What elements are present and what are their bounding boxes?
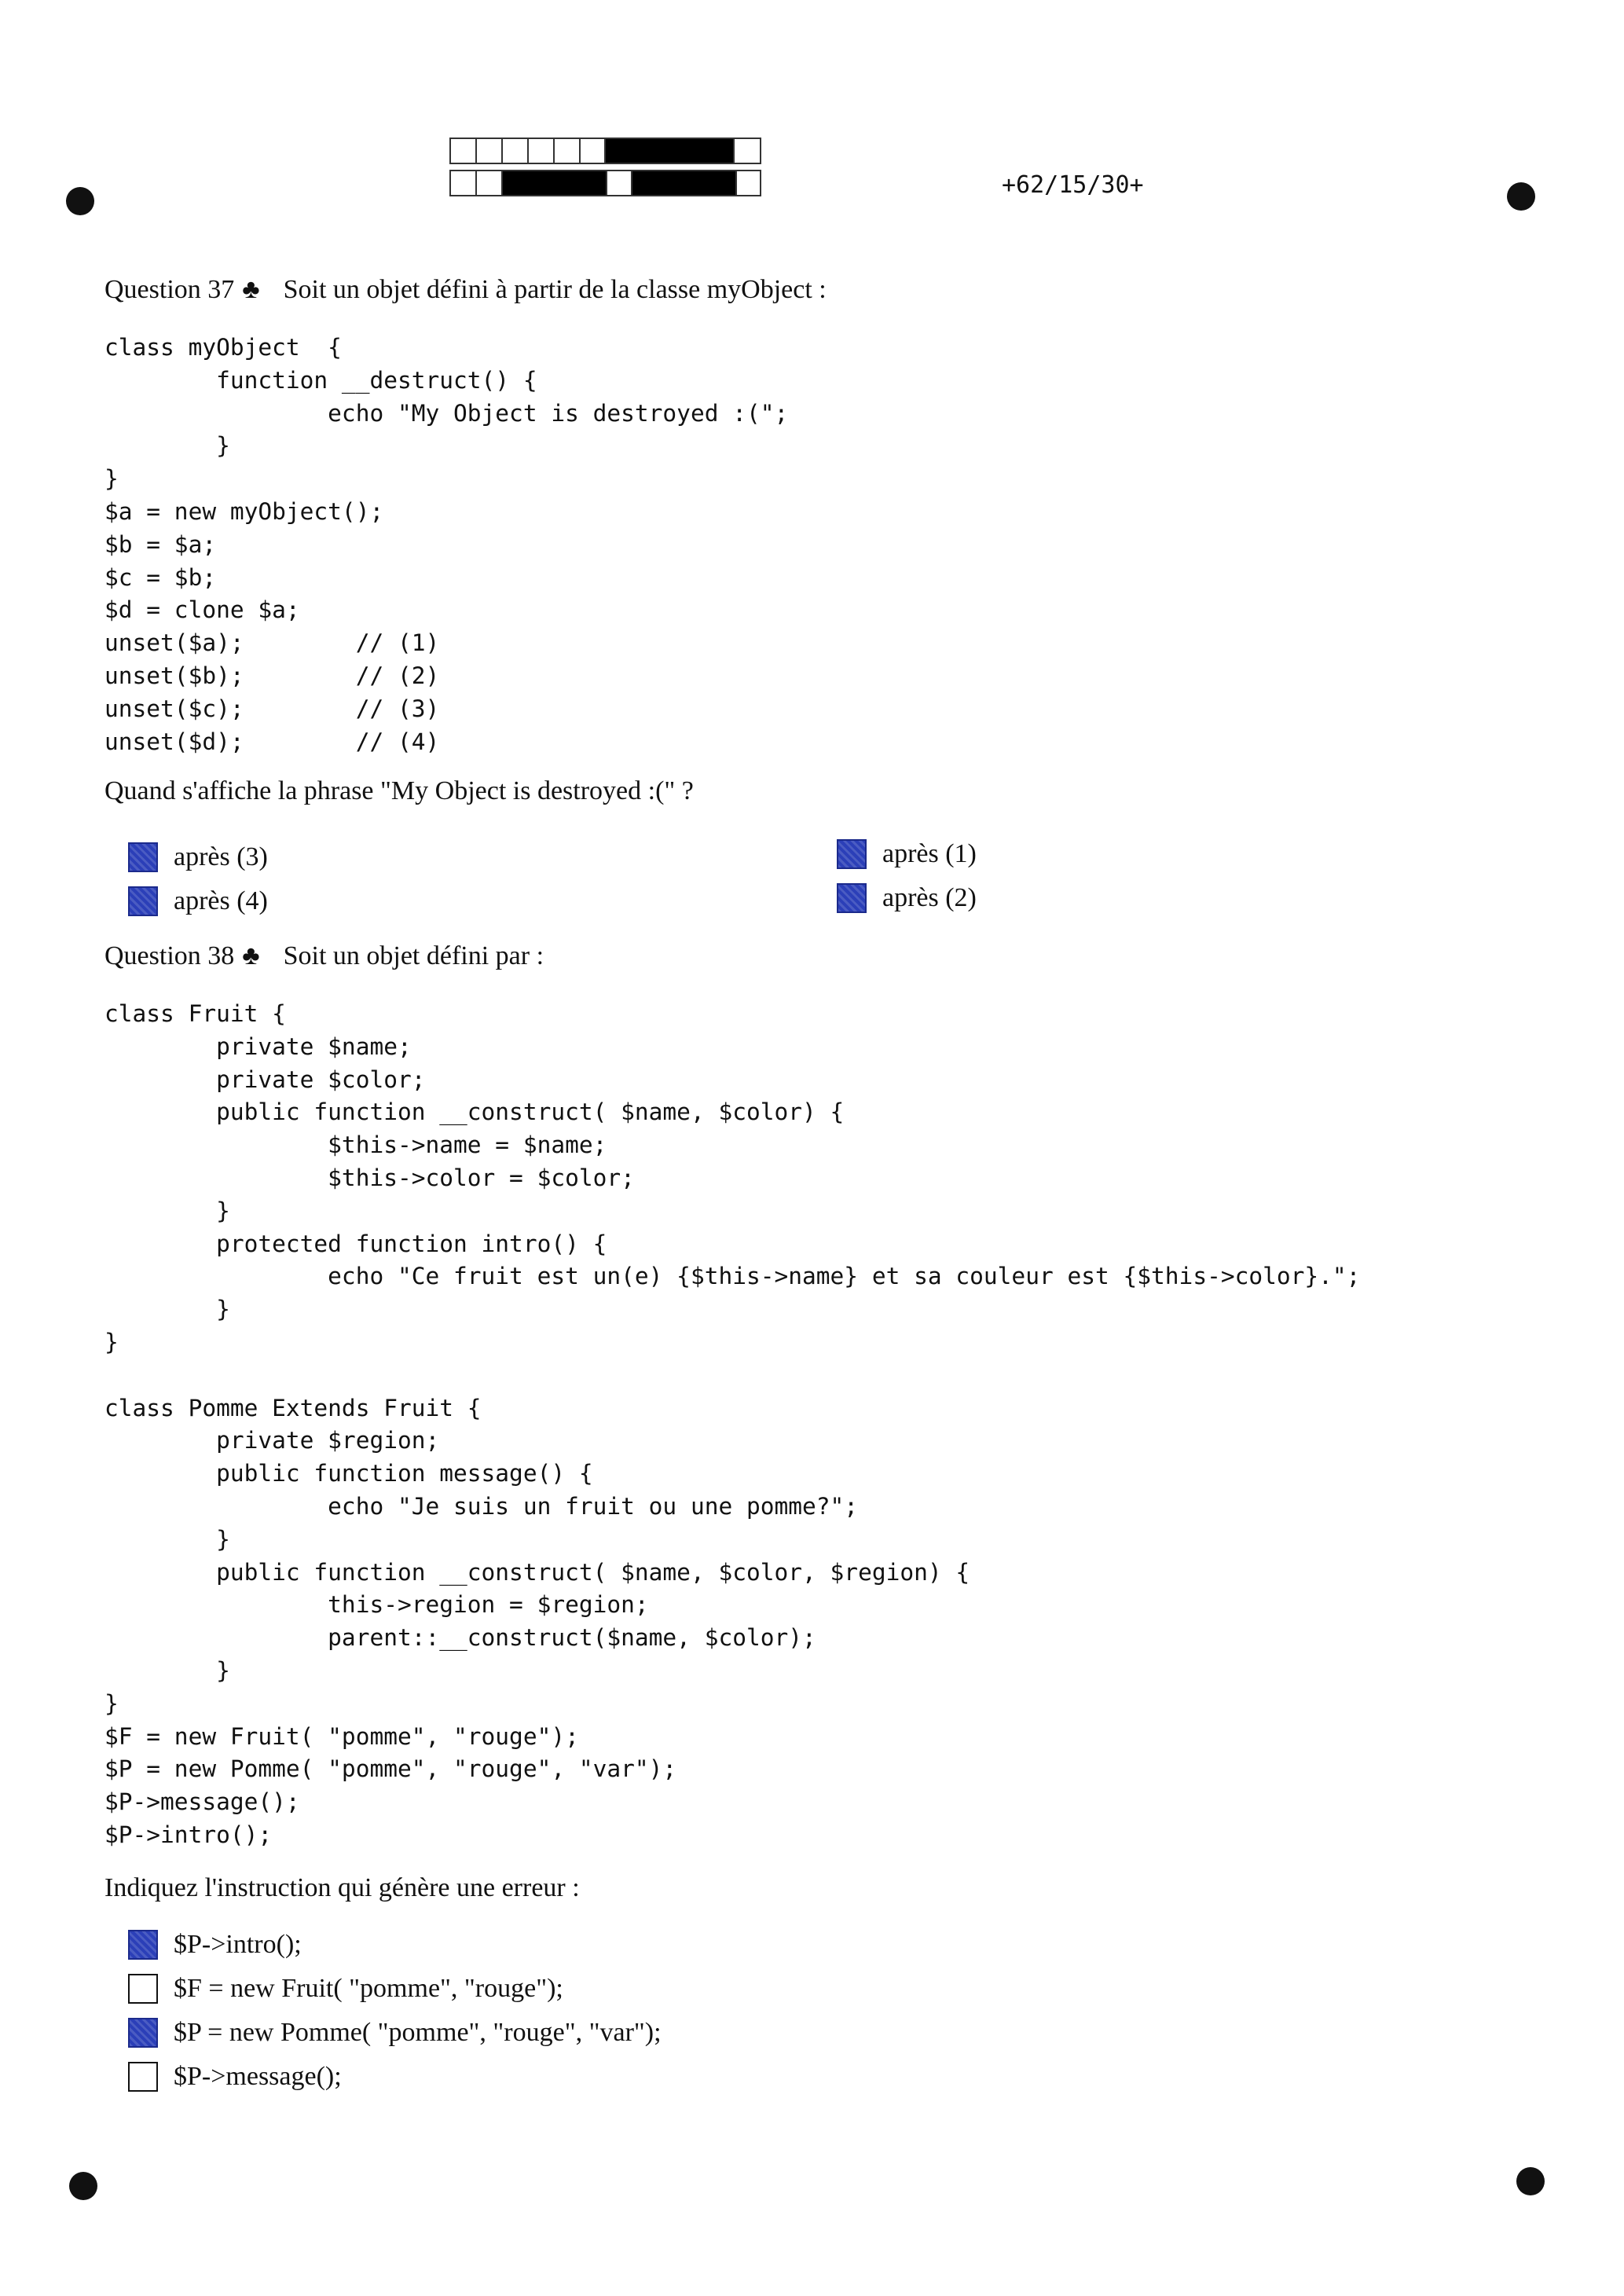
checkbox-checked[interactable]: [128, 1930, 158, 1960]
q37-option-4[interactable]: [837, 883, 977, 913]
question-37-heading: [104, 275, 827, 305]
question-38-heading: [104, 941, 544, 971]
question-37-prompt: Quand s'affiche la phrase "My Object is destroyed :(" ?: [104, 776, 694, 805]
corner-mark-top-right: [1507, 182, 1535, 211]
option-label: $P->message();: [174, 2062, 342, 2091]
option-label: $P = new Pomme( "pomme", "rouge", "var");: [174, 2018, 662, 2047]
option-label: après (1): [882, 839, 977, 868]
question-37-intro: Soit un objet défini à partir de la classe myObject :: [283, 275, 827, 304]
checkbox-checked[interactable]: [837, 839, 867, 869]
club-icon: ♣: [242, 941, 260, 970]
q37-option-1[interactable]: [128, 842, 268, 872]
checkbox-checked[interactable]: [128, 842, 158, 872]
id-barcode-row-1: [449, 138, 761, 164]
checkbox-checked[interactable]: [128, 2018, 158, 2048]
question-38-code: class Fruit { private $name; private $color; public function __construct( $name, $color) { $this->name = $name; $this->color = $color; } protected function intro() { echo "Ce fruit est un(e) {$this->name} et sa couleur est {$this->color}."; } } class Pomme Extends Fruit { private $region; public function message() { echo "Je suis un fruit ou une pomme?"; } public function __construct( $name, $color, $region) { this->region = $region; parent::__construct($name, $color); } } $F = new Fruit( "pomme", "rouge"); $P = new Pomme( "pomme", "rouge", "var"); $P->message(); $P->intro();: [104, 1000, 1361, 1848]
option-label: $P->intro();: [174, 1930, 302, 1959]
q38-option-3[interactable]: [128, 2018, 662, 2048]
checkbox-empty[interactable]: [128, 2062, 158, 2092]
q38-option-2[interactable]: [128, 1974, 563, 2004]
q37-option-3[interactable]: [128, 886, 268, 916]
q37-option-2[interactable]: [837, 839, 977, 869]
option-label: $F = new Fruit( "pomme", "rouge");: [174, 1974, 563, 2003]
question-38-label: Question 38: [104, 941, 235, 970]
checkbox-checked[interactable]: [128, 886, 158, 916]
question-38-prompt: Indiquez l'instruction qui génère une erreur :: [104, 1873, 580, 1902]
checkbox-empty[interactable]: [128, 1974, 158, 2004]
option-label: après (2): [882, 883, 977, 912]
corner-mark-bottom-right: [1516, 2167, 1545, 2195]
option-label: après (3): [174, 842, 268, 871]
q38-option-4[interactable]: [128, 2062, 342, 2092]
id-barcode-row-2: [449, 170, 761, 196]
checkbox-checked[interactable]: [837, 883, 867, 913]
corner-mark-bottom-left: [69, 2172, 97, 2200]
option-label: après (4): [174, 886, 268, 915]
corner-mark-top-left: [66, 187, 94, 215]
question-37-code: class myObject { function __destruct() { echo "My Object is destroyed :("; } } $a = new myObject(); $b = $a; $c = $b; $d = clone $a; unset($a); // (1) unset($b); // (2) unset($c); // (3) unset($d); // (4): [104, 334, 789, 755]
club-icon: ♣: [242, 275, 260, 304]
q38-option-1[interactable]: [128, 1930, 302, 1960]
question-37-label: Question 37: [104, 275, 235, 304]
page-id: +62/15/30+: [1002, 171, 1144, 199]
question-38-intro: Soit un objet défini par :: [283, 941, 544, 970]
